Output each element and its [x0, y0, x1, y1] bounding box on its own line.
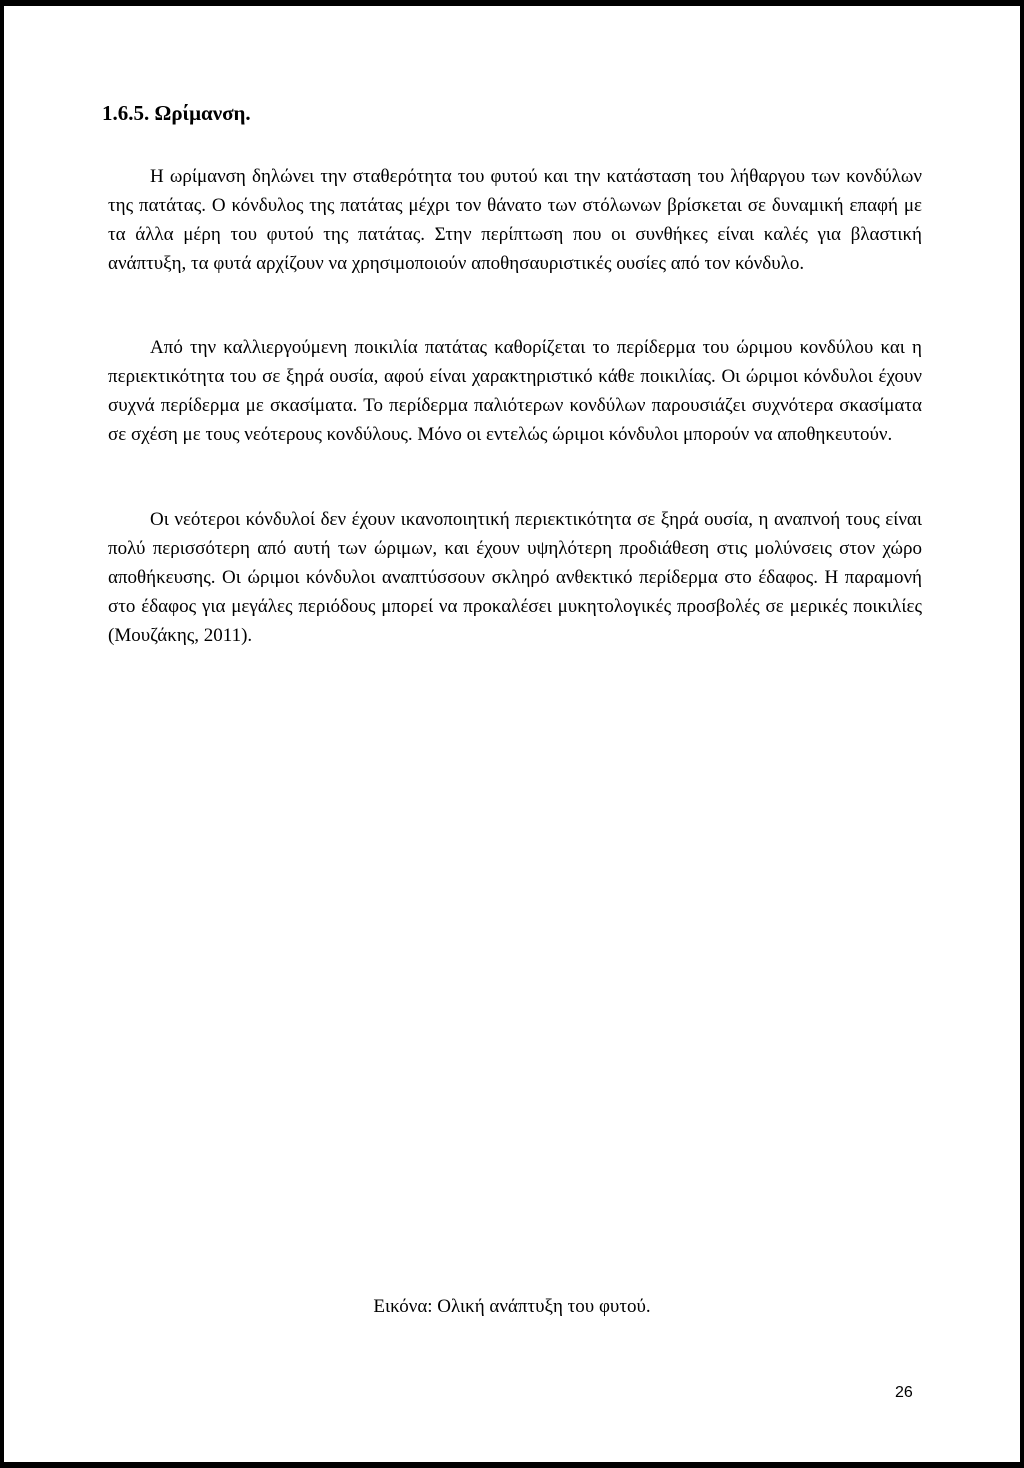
- scan-border-right: [1020, 0, 1024, 1468]
- scan-border-bottom: [0, 1462, 1024, 1468]
- paragraph-periderm: Από την καλλιεργούμενη ποικιλία πατάτας καθορίζεται το περίδερμα του ώριμου κονδύλου και η περιεκτικότητα του σε ξηρά ουσία, αφού είναι χαρακτηριστικό κάθε ποικιλίας. Οι ώριμοι κόνδυλοι έχουν συχνά περίδερμα με σκασίματα. Το περίδερμα παλιότερων κονδύλων παρουσιάζει συχνότερα σκασίματα σε σχέση με τους νεότερους κονδύλους. Μόνο οι εντελώς ώριμοι κόνδυλοι μπορούν να αποθηκευτούν.: [108, 337, 922, 445]
- scan-border-left: [0, 0, 4, 1468]
- paragraph-young-tubers: Οι νεότεροι κόνδυλοί δεν έχουν ικανοποιητική περιεκτικότητα σε ξηρά ουσία, η αναπνοή τους είναι πολύ περισσότερη από αυτή των ώριμων, και έχουν υψηλότερη προδιάθεση στις μολύνσεις στον χώρο αποθήκευσης. Οι ώριμοι κόνδυλοι αναπτύσσουν σκληρό ανθεκτικό περίδερμα στο έδαφος. Η παραμονή στο έδαφος για μεγάλες περιόδους μπορεί να προκαλέσει μυκητολογικές προσβολές σε μερικές ποικιλίες (Μουζάκης, 2011).: [108, 509, 922, 646]
- page-number: 26: [895, 1384, 913, 1401]
- figure-caption: Εικόνα: Ολική ανάπτυξη του φυτού.: [373, 1296, 651, 1317]
- paragraph-ripening-definition: Η ωρίμανση δηλώνει την σταθερότητα του φυτού και την κατάσταση του λήθαργου των κονδύλων της πατάτας. Ο κόνδυλος της πατάτας μέχρι τον θάνατο των στόλωνων βρίσκεται σε δυναμική επαφή με τα άλλα μέρη του φυτού της πατάτας. Στην περίπτωση που οι συνθήκες είναι καλές για βλαστική ανάπτυξη, τα φυτά αρχίζουν να χρησιμοποιούν αποθησαυριστικές ουσίες από τον κόνδυλο.: [108, 166, 922, 274]
- scan-border-top: [0, 0, 1024, 6]
- section-heading: 1.6.5. Ωρίμανση.: [102, 101, 251, 125]
